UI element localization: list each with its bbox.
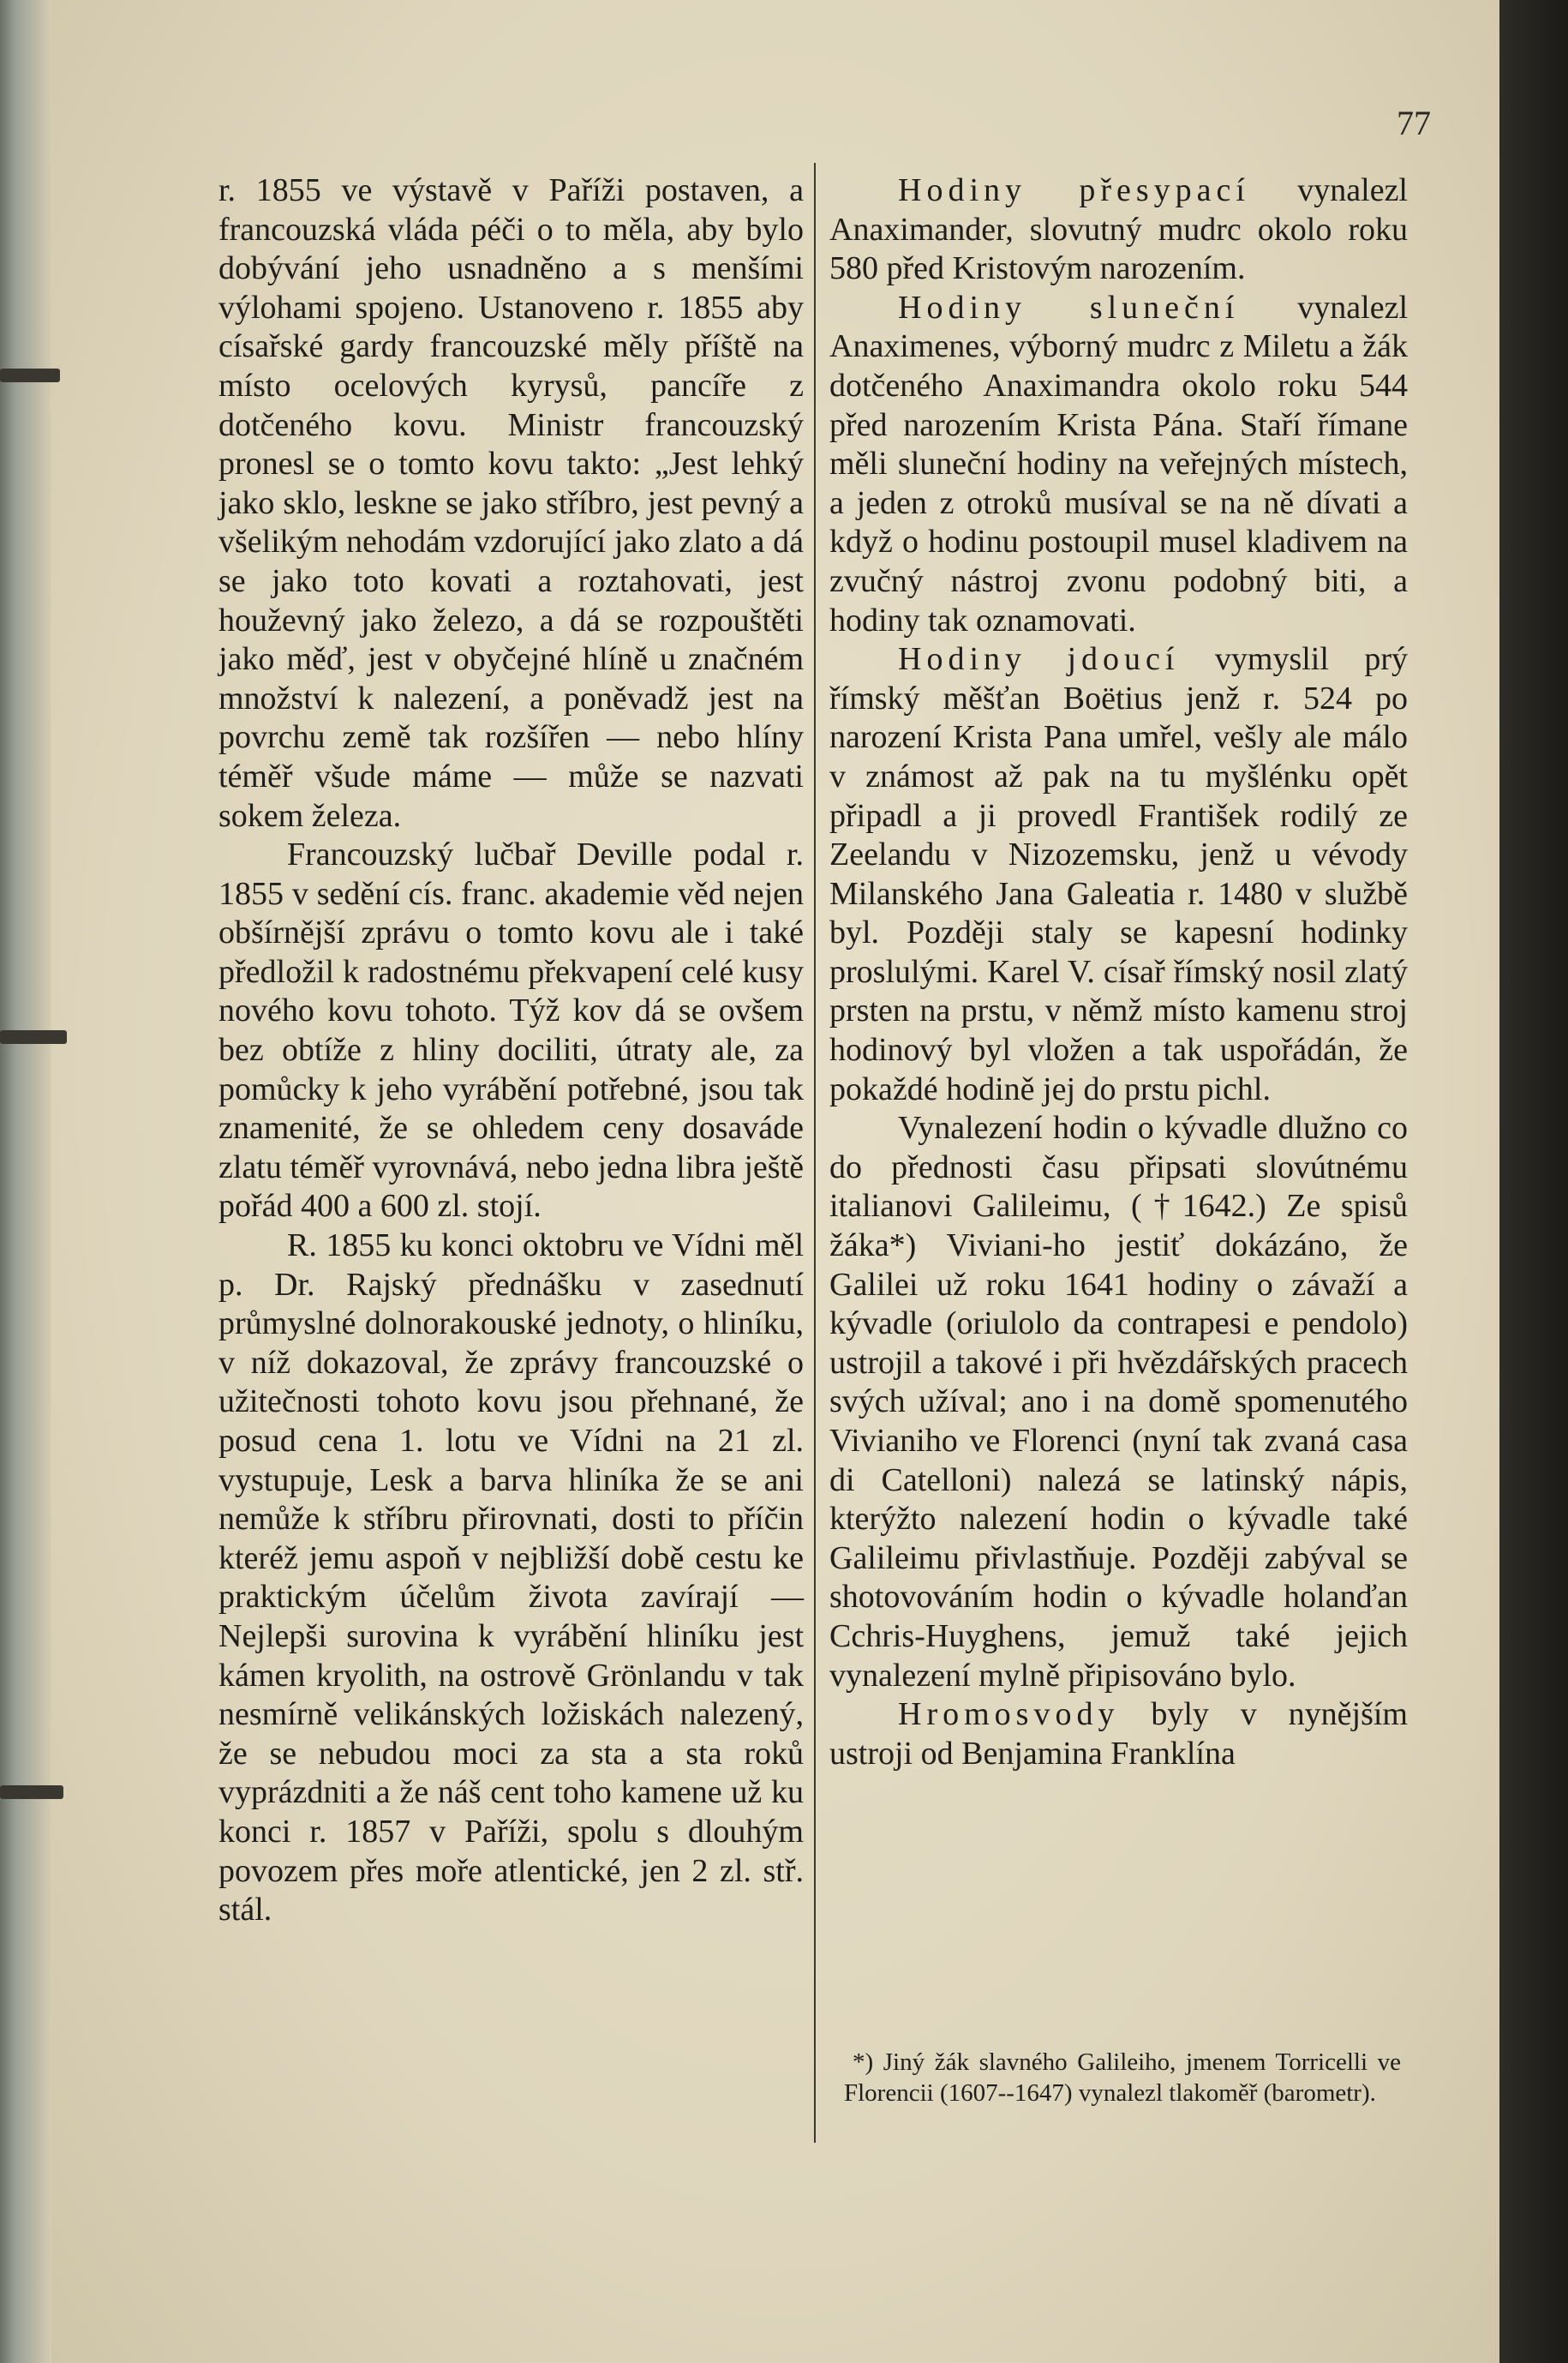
left-paragraph-2: Francouzský lučbař Deville podal r. 1855 v sedění cís. franc. akademie věd nejen obšírnější zprávu o tomto kovu ale i také předložil k radostnému překvapení celé kusy nového kovu tohoto. Týž kov dá se ovšem bez obtíže z hliny dociliti, útraty ale, za pomůcky k jeho vyrábění potřebné, jsou tak znamenité, že se ohledem ceny dosaváde zlatu téměř vyrovnává, nebo jedna libra ještě pořád 400 a 600 zl. stojí. <box>218 837 804 1225</box>
right-paragraph-1 <box>829 171 1408 289</box>
section-lead-clock: Hodiny jdoucí <box>898 641 1180 678</box>
page-number: 77 <box>1397 104 1431 142</box>
right-paragraph-4 <box>829 1109 1408 1695</box>
right-column <box>829 171 1408 1773</box>
section-lead-lightning-rod: Hromosvody <box>898 1696 1120 1733</box>
section-lead-hourglass: Hodiny přesypací <box>898 172 1250 208</box>
left-column <box>218 171 804 1930</box>
right-paragraph-2 <box>829 289 1408 640</box>
right-paragraph-5 <box>829 1695 1408 1773</box>
section-lead-sundial: Hodiny sluneční <box>898 289 1240 326</box>
right-paragraph-2-text: vynalezl Anaximenes, výborný mudrc z Miletu a žák dotčeného Anaximandra okolo roku 544 před narozením Krista Pána. Staří římane měli sluneční hodiny na veřejných místech, a jeden z otroků musíval se na ně dívati a když o hodinu postoupil musel kladivem na zvučný nástroj zvonu podobný biti, a hodiny tak oznamovati. <box>829 289 1409 639</box>
binding-mark-top <box>0 369 60 382</box>
right-paragraph-3-text: vymyslil prý římský měšťan Boëtius jenž r. 524 po narození Krista Pana umřel, vešly ale málo v známost až pak na tu myšlénku opět připadl a ji provedl František rodilý ze Zeelandu v Nizozemsku, jenž u vévody Milanského Jana Galeatia r. 1480 v službě byl. Později staly se kapesní hodinky proslulými. Karel V. císař římský nosil zlatý prsten na prstu, v němž místo kamenu stroj hodinový byl vložen a tak uspořádán, že pokaždé hodině jej do prstu pichl. <box>829 641 1408 1107</box>
left-paragraph-3: R. 1855 ku konci oktobru ve Vídni měl p. Dr. Rajský přednášku v zasednutí průmyslné dolnorakouské jednoty, o hliníku, v níž dokazoval, že zprávy francouzské o užitečnosti tohoto kovu jsou přehnané, že posud cena 1. lotu ve Vídni na 21 zl. vystupuje, Lesk a barva hliníka že se ani nemůže k stříbru přirovnati, dosti to příčin kteréž jemu aspoň v nejbližší době cestu ke praktickým účelům života zavírají — Nejlepši surovina k vyrábění hliníku jest kámen kryolith, na ostrově Grönlandu v tak nesmírně velikánských ložiskách nalezený, že se nebudou moci za sta a sta roků vyprázdniti a že náš cent toho kamene už ku konci r. 1857 v Paříži, spolu s dlouhým povozem přes moře atlentické, jen 2 zl. stř. stál. <box>218 1227 804 1928</box>
right-paragraph-5-text: byly v nynějším ustroji od Benjamina Franklína <box>829 1696 1408 1772</box>
right-paragraph-1-text: vynalezl Anaximander, slovutný mudrc okolo roku 580 před Kristovým narozením. <box>829 172 1408 287</box>
left-paragraph-1: r. 1855 ve výstavě v Paříži postaven, a francouzská vláda péči o to měla, aby bylo dobývání jeho usnadněno a s menšími výlohami spojeno. Ustanoveno r. 1855 aby císařské gardy francouzské měly příště na místo ocelových kyrysů, pancíře z dotčeného kovu. Ministr francouzský pronesl se o tomto kovu takto: „Jest lehký jako sklo, leskne se jako stříbro, jest pevný a všelikým nehodám vzdorující jako zlato a dá se jako toto kovati a roztahovati, jest houževný jako železo, a dá se rozpouštěti jako měď, jest v obyčejné hlíně u značném množství k nalezení, a poněvadž jest na povrchu země tak rozšířen — nebo hlíny téměř všude máme — může se nazvati sokem železa. <box>218 172 804 834</box>
footnote <box>844 2047 1401 2108</box>
right-paragraph-4-text: Vynalezení hodin o kývadle dlužno co do přednosti času připsati slovútnému italianovi Galileimu, (†1642.) Ze spisů žáka*) Viviani-ho jestiť dokázáno, že Galilei už roku 1641 hodiny o závaží a kývadle (oriulolo da contrapesi e pendolo) ustrojil a takové i při hvězdářských pracech svých užíval; ano i na domě spomenutého Vivianiho ve Florenci (nyní tak zvaná casa di Catelloni) nalezá se latinský nápis, kterýžto nalezení hodin o kývadle také Galileimu přivlastňuje. Později zabýval se shotovováním hodin o kývadle holanďan Cchris-Huyghens, jemuž také jejich vynalezení mylně připisováno bylo. <box>829 1110 1408 1694</box>
binding-mark-middle <box>0 1030 67 1044</box>
binding-mark-bottom <box>0 1785 63 1799</box>
footnote-text: *) Jiný žák slavného Galileiho, jmenem Torricelli ve Florencii (1607--1647) vynalezl tlakoměř (barometr). <box>844 2048 1401 2107</box>
right-paragraph-3 <box>829 640 1408 1109</box>
column-divider <box>814 163 816 2143</box>
